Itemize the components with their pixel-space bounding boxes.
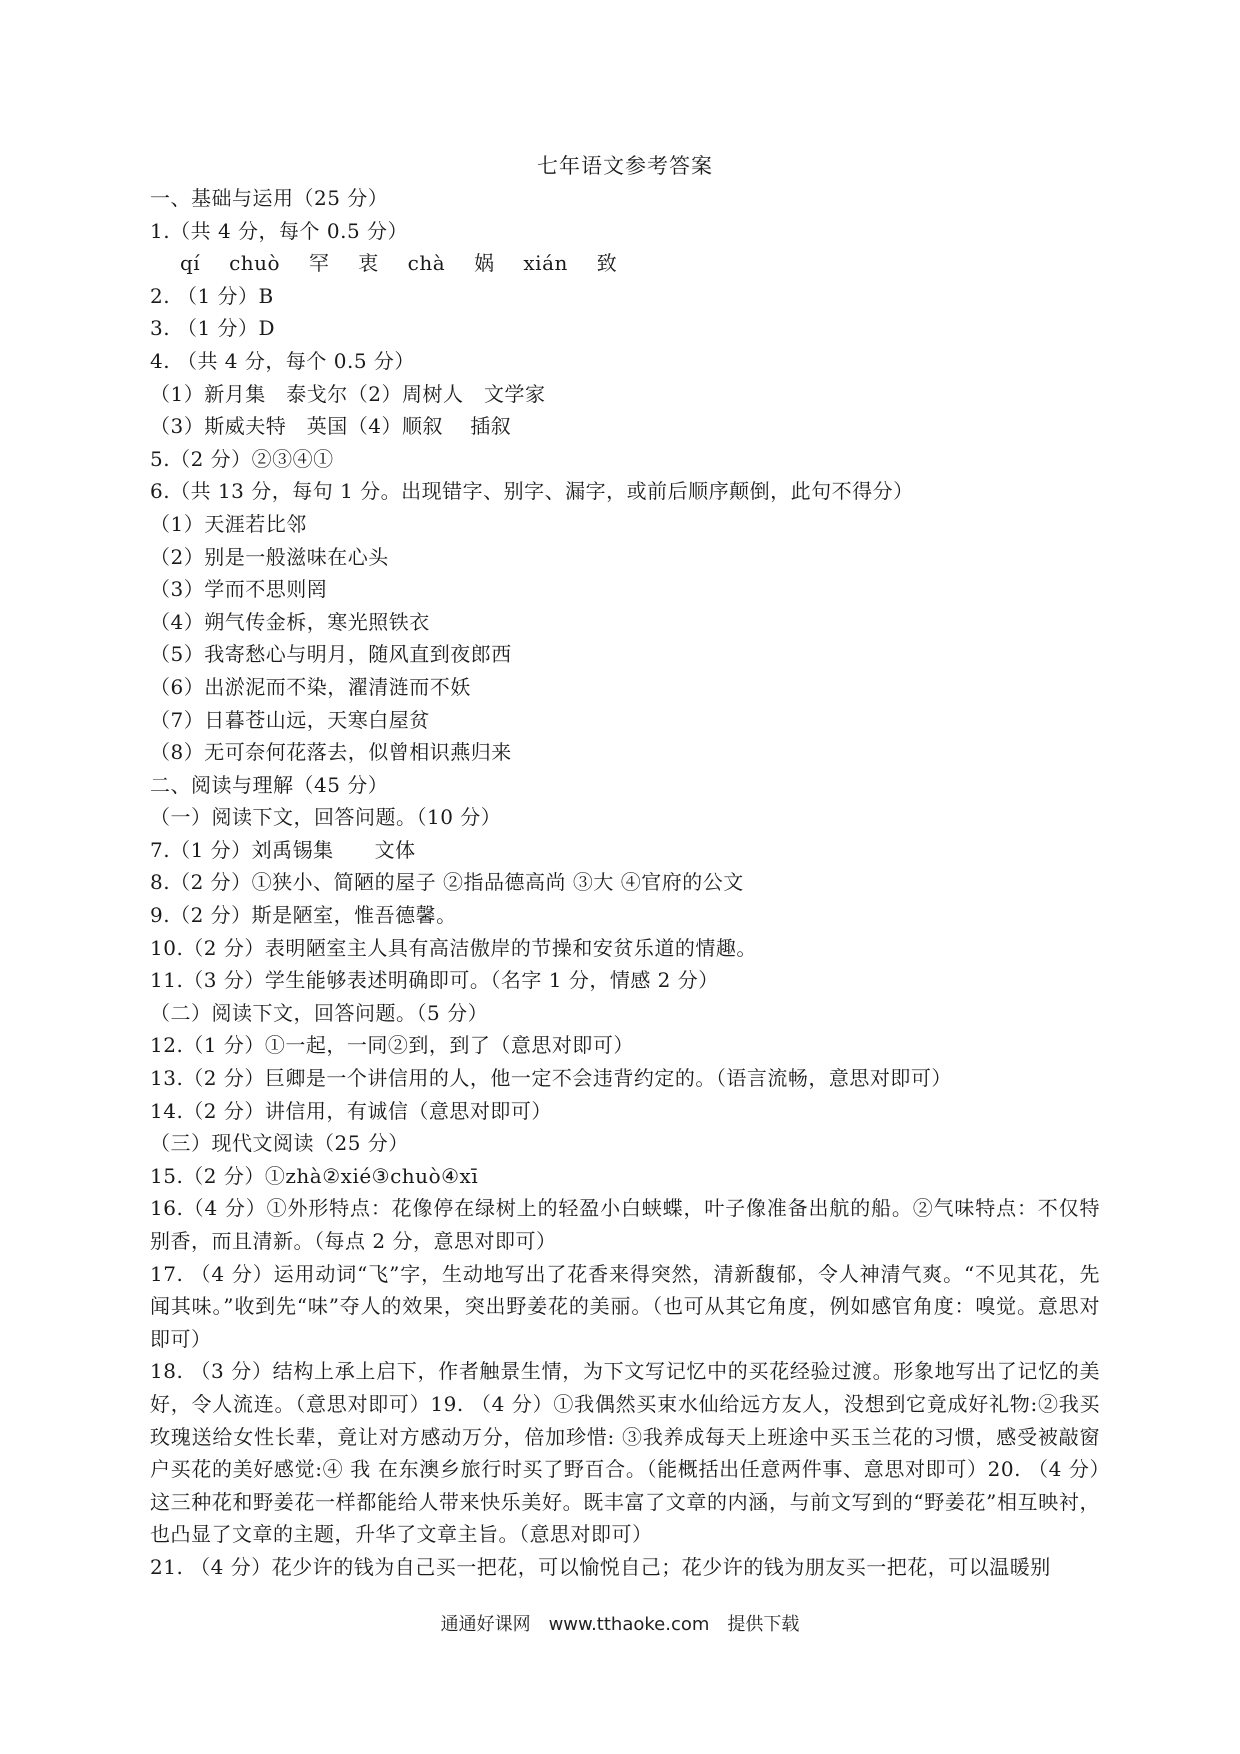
answer-line: （8）无可奈何花落去，似曾相识燕归来 (150, 740, 512, 765)
answer-line: 4. （共 4 分，每个 0.5 分） (150, 348, 415, 373)
answer-item: 娲 (474, 251, 495, 276)
section-heading-reading: 二、阅读与理解（45 分） (150, 772, 389, 797)
answer-line: 12.（1 分）①一起，一同②到，到了（意思对即可） (150, 1033, 634, 1058)
answer-line: 9.（2 分）斯是陋室，惟吾德馨。 (150, 903, 457, 928)
answer-line: （1）新月集 泰戈尔（2）周树人 文学家 (150, 381, 546, 406)
section-heading-basics: 一、基础与运用（25 分） (150, 186, 389, 210)
answer-lines (150, 280, 1100, 1193)
answer-line: （二）阅读下文，回答问题。（5 分） (150, 1000, 489, 1025)
answer-paragraph-21: 21. （4 分）花少许的钱为自己买一把花，可以愉悦自己；花少许的钱为朋友买一把花，可以温暖别 (150, 1554, 1051, 1579)
answer-line: 10.（2 分）表明陋室主人具有高洁傲岸的节操和安贫乐道的情趣。 (150, 935, 757, 960)
answer-line: 5.（2 分）②③④① (150, 446, 334, 471)
answer-paragraph-18-20: 18. （3 分）结构上承上启下，作者触景生情，为下文写记忆中的买花经验过渡。形象地写出了记忆的美好，令人流连。（意思对即可）19. （4 分）①我偶然买束水仙给远方友人，没想到它竟成好礼物:②我买玫瑰送给女性长辈，竟让对方感动万分，倍加珍惜: ③我养成每天上班途中买玉兰花的习惯，感受被敲窗户买花的美好感觉:④ 我 在东澳乡旅行时买了野百合。（能概括出任意两件事、意思对即可）20. （4 分）这三种花和野姜花一样都能给人带来快乐美好。既丰富了文章的内涵，与前文写到的“野姜花”相互映衬，也凸显了文章的主题，升华了文章主旨。（意思对即可） (150, 1359, 1100, 1547)
answer-line: 8.（2 分）①狭小、简陋的屋子 ②指品德高尚 ③大 ④官府的公文 (150, 870, 744, 895)
question-1-answers (150, 247, 1100, 280)
answer-item: qí (180, 251, 201, 276)
answer-line: （5）我寄愁心与明月，随风直到夜郎西 (150, 642, 512, 667)
answer-line: 15.（2 分）①zhà②xié③chuò④xī (150, 1163, 479, 1188)
answer-line: 2. （1 分）B (150, 283, 274, 308)
answer-line: （1）天涯若比邻 (150, 511, 307, 536)
answer-line: 3. （1 分）D (150, 316, 276, 341)
page-title: 七年语文参考答案 (537, 154, 713, 178)
answer-line: 11.（3 分）学生能够表述明确即可。（名字 1 分，情感 2 分） (150, 968, 719, 993)
answer-line: （3）学而不思则罔 (150, 577, 328, 602)
answer-item: chà (407, 251, 446, 276)
answer-line: （7）日暮苍山远，天寒白屋贫 (150, 707, 430, 732)
answer-item: 衷 (358, 251, 379, 276)
download-footer: 通通好课网 www.tthaoke.com 提供下载 (440, 1614, 800, 1635)
answer-item: 罕 (308, 251, 330, 276)
answer-line: （6）出淤泥而不染，濯清涟而不妖 (150, 674, 471, 699)
answer-line: （3）斯威夫特 英国（4）顺叙 插叙 (150, 414, 512, 439)
answer-line: （三）现代文阅读（25 分） (150, 1131, 409, 1156)
answer-item: xián (523, 251, 568, 276)
answer-line: 14.（2 分）讲信用，有诚信（意思对即可） (150, 1098, 552, 1123)
answer-item: chuò (229, 251, 281, 276)
answer-sheet (150, 150, 1100, 1584)
answer-line: （一）阅读下文，回答问题。（10 分） (150, 805, 502, 830)
answer-paragraph-17: 17. （4 分）运用动词“飞”字，生动地写出了花香来得突然，清新馥郁，令人神清气爽。“不见其花，先闻其味。”收到先“味”夺人的效果，突出野姜花的美丽。（也可从其它角度，例如感官角度：嗅觉。意思对即可） (150, 1261, 1100, 1351)
answer-line: 7.（1 分）刘禹锡集 文体 (150, 837, 416, 862)
answer-line: 13.（2 分）巨卿是一个讲信用的人，他一定不会违背约定的。（语言流畅，意思对即可） (150, 1066, 952, 1091)
answer-line: 6.（共 13 分，每句 1 分。出现错字、别字、漏字，或前后顺序颠倒，此句不得分） (150, 479, 914, 504)
answer-line: （2）别是一般滋味在心头 (150, 544, 389, 569)
answer-line: （4）朔气传金柝，寒光照铁衣 (150, 609, 430, 634)
answer-paragraph-16: 16.（4 分）①外形特点：花像停在绿树上的轻盈小白蛱蝶，叶子像准备出航的船。②气味特点：不仅特别香，而且清新。（每点 2 分，意思对即可） (150, 1196, 1100, 1253)
answer-item: 致 (596, 251, 618, 276)
question-1-header: 1.（共 4 分，每个 0.5 分） (150, 218, 409, 243)
